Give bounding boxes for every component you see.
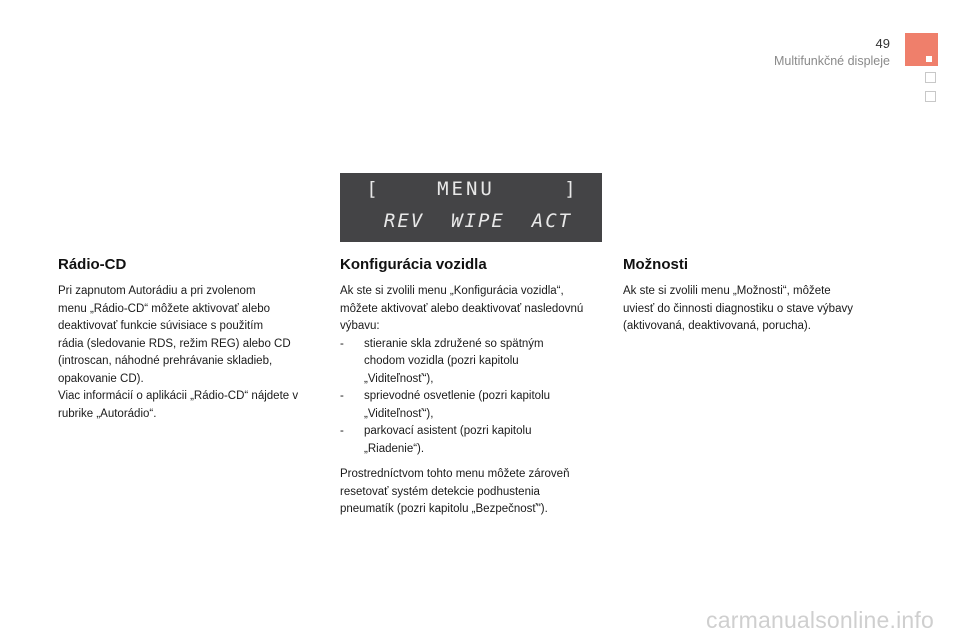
vehicle-config-heading: Konfigurácia vozidla [340,256,487,273]
vehicle-config-list [340,336,612,459]
list-item-text: sprievodné osvetlenie (pozri kapitolu „Viditeľnosť“), [364,390,551,420]
list-item-text: stieranie skla združené so spätným chodom vozidla (pozri kapitolu „Viditeľnosť“), [364,337,544,385]
chapter-tab-box-2 [925,91,936,102]
options-text: Ak ste si zvolili menu „Možnosti“, môžete uviesť do činnosti diagnostiku o stave výbavy (aktivovaná, deaktivovaná, porucha). [623,285,853,332]
list-dash: - [340,337,344,350]
chapter-tab-box-1 [925,72,936,83]
list-item [340,336,612,389]
watermark: carmanualsonline.info [706,607,934,633]
chapter-tab-dot [926,56,932,62]
list-item [340,423,612,458]
vehicle-config-outro: Prostredníctvom tohto menu môžete zároveň resetovať systém detekcie podhustenia pneumatík (pozri kapitolu „Bezpečnosť"). [340,468,570,515]
display-bracket-right: ] [564,178,576,200]
display-menu-label: MENU [437,178,495,200]
radio-cd-heading: Rádio-CD [58,256,127,273]
list-item-text: parkovací asistent (pozri kapitolu „Riadenie“). [364,425,532,455]
list-item [340,388,612,423]
page-number: 49 [875,36,890,51]
display-bracket-left: [ [366,178,378,200]
list-dash: - [340,390,344,402]
radio-cd-text: Pri zapnutom Autorádiu a pri zvolenom menu „Rádio-CD“ môžete aktivovať alebo deaktivovať funkcie súvisiace s použitím rádia (sledovanie RDS, režim REG) alebo CD (introscan, náhodné prehrávanie skladieb, opakovanie CD). Viac informácií o aplikácii „Rádio-CD“ nájdete v rubrike „Autorádio“. [58,285,299,420]
display-option-line: REV WIPE ACT [383,210,573,232]
options-section [623,256,885,336]
chapter-tab [905,33,938,66]
radio-cd-section [58,256,328,423]
vehicle-config-section [340,256,612,519]
vehicle-config-intro: Ak ste si zvolili menu „Konfigurácia vozidla“, môžete aktivovať alebo deaktivovať nasledovnú výbavu: [340,285,584,332]
section-title: Multifunkčné displeje [773,54,890,68]
display-screen [340,173,602,242]
list-dash: - [340,425,344,437]
options-heading: Možnosti [623,256,688,273]
